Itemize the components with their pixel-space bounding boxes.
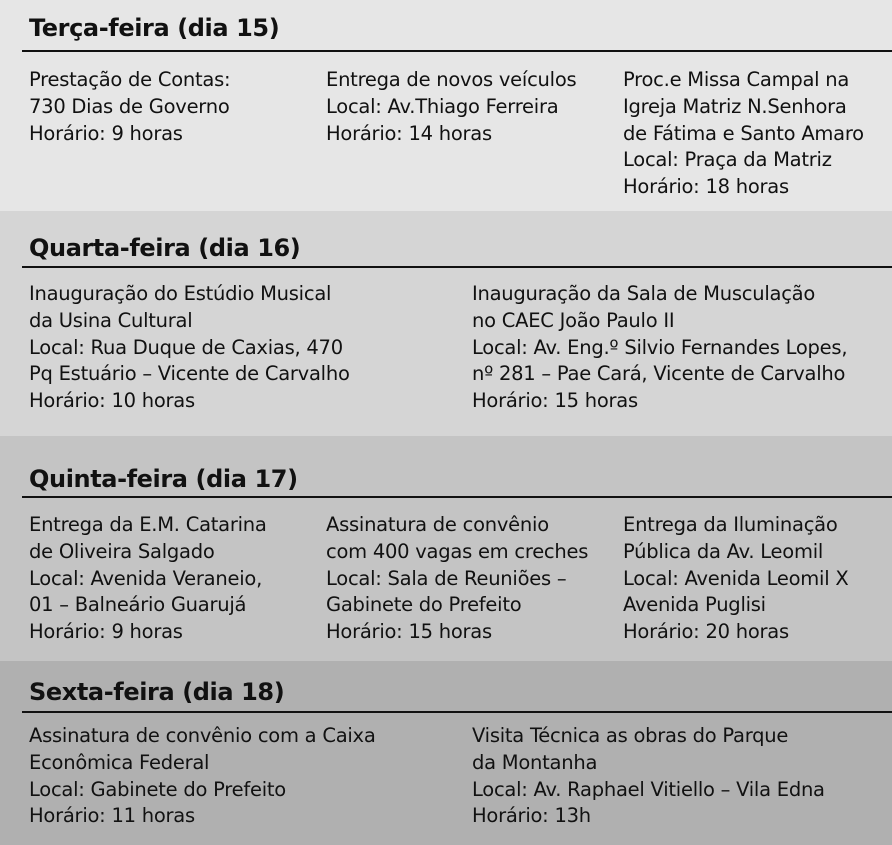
event-line: Horário: 9 horas <box>29 121 183 145</box>
day-heading: Terça-feira (dia 15) <box>29 14 280 42</box>
event-line: Avenida Puglisi <box>623 593 766 617</box>
event-line: Entrega da Iluminação <box>623 513 838 536</box>
day-section-thursday <box>0 436 892 661</box>
heading-rule <box>22 50 892 52</box>
event-line: Entrega de novos veículos <box>326 68 577 91</box>
event-line: Igreja Matriz N.Senhora <box>623 94 847 118</box>
event-line: Econômica Federal <box>29 750 210 774</box>
event-block <box>29 512 267 646</box>
event-block <box>326 67 576 147</box>
heading-rule <box>22 496 892 498</box>
event-line: Visita Técnica as obras do Parque <box>472 724 789 747</box>
event-line: de Oliveira Salgado <box>29 539 215 563</box>
event-line: Local: Praça da Matriz <box>623 148 832 172</box>
event-line: Horário: 9 horas <box>29 620 183 644</box>
event-line: da Usina Cultural <box>29 308 193 332</box>
event-line: Pq Estuário – Vicente de Carvalho <box>29 362 350 386</box>
day-heading: Quarta-feira (dia 16) <box>29 234 301 262</box>
day-section-wednesday <box>0 211 892 436</box>
heading-rule <box>22 711 892 713</box>
event-block <box>623 67 864 201</box>
day-section-tuesday <box>0 0 892 211</box>
heading-rule <box>22 266 892 268</box>
event-line: Local: Avenida Veraneio, <box>29 566 263 590</box>
event-line: Local: Av. Raphael Vitiello – Vila Edna <box>472 777 825 801</box>
event-line: Local: Gabinete do Prefeito <box>29 777 286 801</box>
event-line: Entrega da E.M. Catarina <box>29 513 267 536</box>
event-line: no CAEC João Paulo II <box>472 308 675 332</box>
event-line: Local: Rua Duque de Caxias, 470 <box>29 335 343 359</box>
event-block <box>326 512 588 646</box>
event-line: nº 281 – Pae Cará, Vicente de Carvalho <box>472 362 846 386</box>
event-line: Horário: 14 horas <box>326 121 492 145</box>
event-line: Horário: 10 horas <box>29 389 195 413</box>
event-line: Horário: 15 horas <box>326 620 492 644</box>
day-heading: Sexta-feira (dia 18) <box>29 678 285 706</box>
event-line: com 400 vagas em creches <box>326 539 589 563</box>
event-line: Local: Sala de Reuniões – <box>326 566 567 590</box>
day-section-friday <box>0 661 892 845</box>
event-block <box>29 281 350 415</box>
event-line: Inauguração do Estúdio Musical <box>29 282 332 305</box>
event-line: Pública da Av. Leomil <box>623 539 824 563</box>
event-line: Gabinete do Prefeito <box>326 593 522 617</box>
event-line: de Fátima e Santo Amaro <box>623 121 864 145</box>
event-line: Assinatura de convênio com a Caixa <box>29 724 376 747</box>
event-line: Local: Av. Eng.º Silvio Fernandes Lopes, <box>472 335 848 359</box>
event-line: Horário: 20 horas <box>623 620 789 644</box>
event-line: Horário: 11 horas <box>29 804 195 828</box>
event-line: Horário: 15 horas <box>472 389 638 413</box>
event-line: Local: Avenida Leomil X <box>623 566 849 590</box>
event-block <box>472 723 825 830</box>
event-block <box>472 281 847 415</box>
event-line: Horário: 18 horas <box>623 175 789 199</box>
day-heading: Quinta-feira (dia 17) <box>29 465 298 493</box>
event-line: 01 – Balneário Guarujá <box>29 593 247 617</box>
event-block <box>29 67 230 147</box>
event-line: 730 Dias de Governo <box>29 94 230 118</box>
event-block <box>29 723 376 830</box>
event-line: Assinatura de convênio <box>326 513 549 536</box>
event-line: Prestação de Contas: <box>29 68 231 91</box>
event-line: Horário: 13h <box>472 804 591 828</box>
event-block <box>623 512 848 646</box>
event-line: Inauguração da Sala de Musculação <box>472 282 816 305</box>
event-line: da Montanha <box>472 750 598 774</box>
event-line: Local: Av.Thiago Ferreira <box>326 94 559 118</box>
event-line: Proc.e Missa Campal na <box>623 68 850 91</box>
